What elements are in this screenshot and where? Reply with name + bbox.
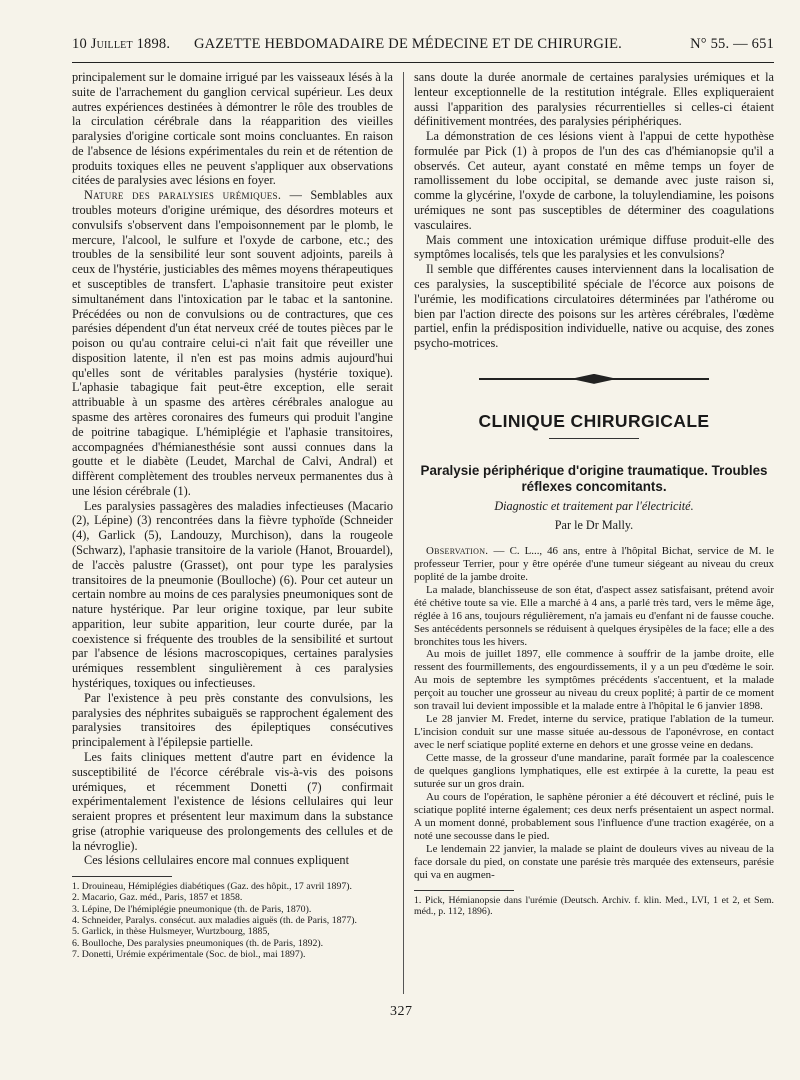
article-title: Paralysie périphérique d'origine traumatique. Troubles réflexes concomitants. [420,462,768,494]
header-rule [72,62,774,63]
paragraph: Cette masse, de la grosseur d'une mandarine, paraît formée par la coalescence de quelques ganglions lymphatiques, elle est extirpée à la curette, la peau est suturée sur un gros drain. [414,752,774,790]
footnote: 1. Drouineau, Hémiplégies diabétiques (Gaz. des hôpit., 17 avril 1897). [72,881,352,893]
footnotes [414,895,774,918]
section-rule [549,438,639,439]
article-author: Par le Dr Mally. [554,517,634,532]
section-ornament [414,371,774,387]
paragraph: Mais comment une intoxication urémique diffuse produit-elle des symptômes localisés, tels que les paralysies et les convulsions? [414,232,774,262]
nature-text: Semblables aux troubles moteurs d'origine urémique, des désordres moteurs et convulsifs s'observent dans l'empoisonnement par le plomb, le mercure, l'alcool, le sulfure et l'oxyde de carbone, etc.; des troubles de la sensibilité leur sont souvent adjoints, pareils à ceux de l'hystérie, justiciables des mêmes moyens thérapeutiques et susceptibles de transfert. L'aphasie transitoire peut exister simultanément dans l'intoxication par le tabac et la santonine. Précédées ou non de convulsions ou de contractures, que ces parésies dépendent d'un état nerveux créé de toutes pièces par le poison ou qu'au contraire celui-ci n'ait fait que réveiller une disposition latente, il n'en est pas moins admis aujourd'hui qu'elles sont de véritables paralysies (hystérie toxique). L'aphasie tabagique fait peut-être exception, elle serait attribuable à un spasme des artères cérébrales analogue au spasme des artères coronaires des fumeurs qui produit l'angine de poitrine tabagique. L'hémiplégie et l'aphasie transitoires, accompagnées d'hémianesthésie sont aussi connues dans la goutte et le diabète (Leudet, Marchal de Calvi, Andral) et diffèrent complètement des troubles nerveux permanentes dus à une lésion cérébrale (1). [72,188,393,498]
paragraph: principalement sur le domaine irrigué par les vaisseaux lésés à la suite de l'arrachement du ganglion cervical supérieur. Les deux autres expériences destinées à démontrer le rôle des troubles de la circulation cérébrale dans la réapparition des vieilles paralysies d'origine corticale sont moins concluantes. En raison de l'absence de lésions expérimentales du rein et de rétention de produits toxiques elles ne peuvent s'appliquer aux observations citées de paralysies avec lésions en foyer. [72,70,393,188]
header-date: 10 Juillet 1898. [72,36,171,52]
right-column [414,70,774,917]
footnotes [72,881,393,960]
paragraph: Ces lésions cellulaires encore mal connues expliquent [84,853,349,868]
paragraph-nature [72,188,393,498]
left-column [72,70,393,960]
section-title: CLINIQUE CHIRURGICALE [478,410,710,431]
paragraph: sans doute la durée anormale de certaines paralysies urémiques et la lenteur exceptionnelle de la restitution intégrale. Elles expliqueraient aussi l'apparition des paralysies récurrentielles si celles-ci étaient définitivement montrées, des paralysies périphériques. [414,70,774,129]
footnote: 3. Lépine, De l'hémiplégie pneumonique (th. de Paris, 1870). [72,903,312,915]
observation-label: Observation. — [426,544,505,557]
header-issue-page: N° 55. — 651 [690,36,774,52]
footnote: 2. Macario, Gaz. méd., Paris, 1857 et 1858. [72,892,243,904]
footnote-rule [414,890,514,891]
paragraph: La malade, blanchisseuse de son état, d'aspect assez satisfaisant, prétend avoir été chétive toute sa vie. Elle a marché à 4 ans, a parlé très tard, vers le même âge, réglée à 16 ans, toujours régulièrement, n'a jamais eu d'enfant ni de fausse couche. Ses antécédents personnels se réduisent à quelques érysipèles de la face; elle a des bronchites tous les hivers. [414,583,774,648]
header-journal-title: GAZETTE HEBDOMADAIRE DE MÉDECINE ET DE CHIRURGIE. [194,36,622,52]
running-header [72,36,774,58]
footnote: 5. Garlick, in thèse Hulsmeyer, Wurtzbourg, 1885, [72,926,270,938]
paragraph: Il semble que différentes causes interviennent dans la localisation de ces paralysies, la susceptibilité spéciale de l'écorce aux poisons de l'urémie, les modifications circulatoires déterminées par l'athérome ou bien par l'action directe des poisons sur les artères cérébrales, l'œdème partiel, enfin la prédisposition individuelle, native ou acquise, des zones psycho-motrices. [414,262,774,351]
ornament-diamond [571,374,617,384]
observation-text: C. L..., 46 ans, entre à l'hôpital Bichat, service de M. le professeur Terrier, pour y être opérée d'une tumeur siégeant au niveau du creux poplité de la jambe droite. [414,544,774,583]
paragraph: Le lendemain 22 janvier, la malade se plaint de douleurs vives au niveau de la face dorsale du pied, on constate une parésie très marquée des extenseurs, parésie qui va en augmen- [414,842,774,881]
footnote-rule [72,876,172,877]
paragraph: Au mois de juillet 1897, elle commence à souffrir de la jambe droite, elle ressent des fourmillements, des engourdissements, il y a un peu d'œdème le soir. Au mois de septembre les symptômes précédents s'accentuent, et la malade perçoit au toucher une grosseur au niveau du creux poplité; à partir de ce moment son travail lui devient impossible et la malade entre à l'hôpital le 6 janvier 1898. [414,648,774,713]
paragraph: Les paralysies passagères des maladies infectieuses (Macario (2), Lépine) (3) rencontrées dans la fièvre typhoïde (Schneider (4), Garlick (5), Landouzy, Murchison), dans la rougeole (Schwarz), l'aphasie transitoire de la variole (Hanot, Brouardel), de l'accès palustre (Grasset), ont pour type les paralysies transitoires de la pneumonie (Boulloche) (6). Pour cet auteur un certain nombre au moins de ces paralysies pneumoniques sont de nature hystérique. Par leur origine toxique, par leur subite apparition, leur subite apparition, leur courte durée, par la coexistence si fréquente des troubles de la sensibilité et surtout par l'absence de lésions macroscopiques, certaines paralysies urémiques ressemblent singulièrement à ces paralysies hystériques, toxiques ou infectieuses. [72,498,393,691]
paragraph: Les faits cliniques mettent d'autre part en évidence la susceptibilité de l'écorce cérébrale vis-à-vis des poisons urémiques, et récemment Donetti (7) confirmait expérimentalement l'existence de lésions cellulaires qui leur seraient propres et présentent leur maximum dans la substance grise (atrophie variqueuse des prolongements des cellules et de la névroglie). [72,749,393,853]
paragraph: Par l'existence à peu près constante des convulsions, les paralysies des néphrites subaiguës se rapprochent également des paralysies transitoires des épileptiques consécutives principalement à l'épilepsie partielle. [72,690,393,750]
paragraph: Le 28 janvier M. Fredet, interne du service, pratique l'ablation de la tumeur. L'incision conduit sur une masse située au-dessous de l'aponévrose, en contact avec le nerf sciatique poplité externe en dehors et une grosse veine en dedans. [414,713,774,752]
paragraph: La démonstration de ces lésions vient à l'appui de cette hypothèse formulée par Pick (1) à propos de l'un des cas d'hémianopsie qu'il a observés. Cet auteur, ayant constaté en même temps un foyer de ramollissement du lobe occipital, se demande avec juste raison si, comme la glycérine, l'oxyde de carbone, la toluylendiamine, les poisons urémiques ne sont pas susceptibles de déterminer des coagulations vasculaires. [414,129,774,232]
column-divider [403,72,404,994]
nature-heading: Nature des paralysies urémiques. — [84,188,303,203]
article-subtitle: Diagnostic et traitement par l'électricité. [494,498,694,513]
observation-paragraph [414,545,774,584]
footnote: 7. Donetti, Urémie expérimentale (Soc. de biol., mai 1897). [72,948,306,960]
footnote: 4. Schneider, Paralys. consécut. aux maladies aiguës (th. de Paris, 1877). [72,915,358,927]
footnote: 6. Boulloche, Des paralysies pneumoniques (th. de Paris, 1892). [72,937,324,949]
paragraph: Au cours de l'opération, le saphène péronier a été découvert et récliné, puis le sciatique poplité interne également; ces deux nerfs présentaient un aspect normal. A un moment donné, probablement sous l'influence d'une traction exagérée, on a noté une secousse dans le pied. [414,790,774,842]
footnote: 1. Pick, Hémianopsie dans l'urémie (Deutsch. Archiv. f. klin. Med., LVI, 1 et 2, et Sem. méd., p. 112, 1896). [414,894,774,917]
page-number: 327 [390,1004,413,1019]
